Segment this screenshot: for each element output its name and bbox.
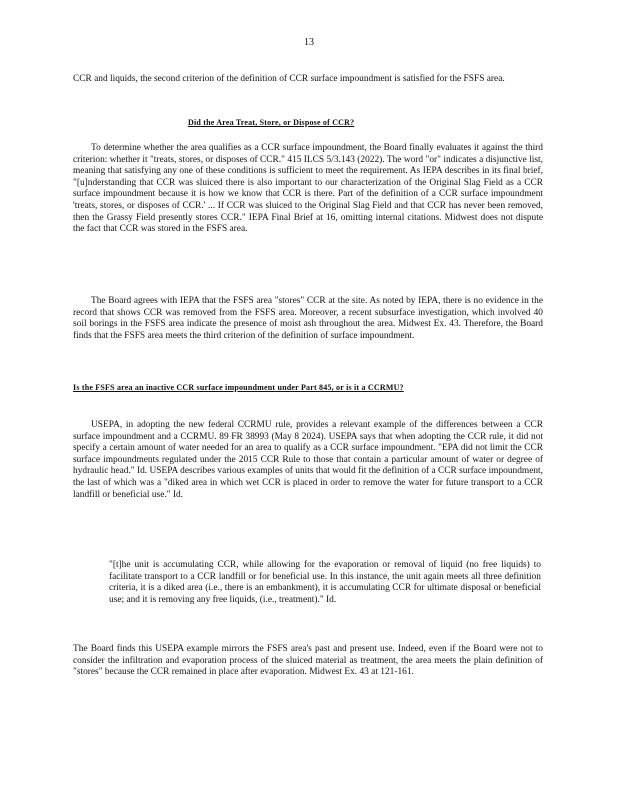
- paragraph-third-criterion: [73, 143, 543, 236]
- paragraph-board-finds-text: The Board finds this USEPA example mirrors the FSFS area's past and present use. Indeed, even if the Board were not to consider the infiltration and evaporation process of the sluiced material as treatment, the area meets the plain definition of "stores" because the CCR remained in place after evaporation. Midwest Ex. 43 at 121-161.: [73, 644, 543, 678]
- paragraph-board-agrees: [73, 296, 543, 342]
- paragraph-usepa-example-text: USEPA, in adopting the new federal CCRMU rule, provides a relevant example of the differences between a CCR surface impoundment and a CCRMU. 89 FR 38993 (May 8 2024). USEPA says that when adopting the CCR rule, it did not specify a certain amount of water needed for an area to qualify as a CCR surface impoundment. "EPA did not limit the CCR surface impoundments regulated under the 2015 CCR Rule to those that contain a particular amount of water or degree of hydraulic head." Id. USEPA describes various examples of units that would fit the definition of a CCR surface impoundment, the last of which was a "diked area in which wet CCR is placed in order to remove the water for future transport to a CCR landfill or beneficial use." Id.: [73, 420, 543, 500]
- paragraph-third-criterion-text: To determine whether the area qualifies as a CCR surface impoundment, the Board finally evaluates it against the third criterion: whether it "treats, stores, or disposes of CCR." 415 ILCS 5/3.143 (2022). The word "or" indicates a disjunctive list, meaning that satisfying any one of these conditions is sufficient to meet the requirement. As IEPA describes in its final brief, "[u]nderstanding that CCR was sluiced there is also important to our characterization of the Original Slag Field as a CCR surface impoundment because it is how we know that CCR is there. Part of the definition of a CCR surface impoundment 'treats, stores, or disposes of CCR.' ... If CCR was sluiced to the Original Slag Field and that CCR has never been removed, then the Grassy Field presently stores CCR." IEPA Final Brief at 16, omitting internal citations. Midwest does not dispute the fact that CCR was stored in the FSFS area.: [73, 143, 543, 235]
- paragraph-board-agrees-text: The Board agrees with IEPA that the FSFS area "stores" CCR at the site. As noted by IEPA, there is no evidence in the record that shows CCR was removed from the FSFS area. Moreover, a recent subsurface investigation, which involved 40 soil borings in the FSFS area indicate the presence of moist ash throughout the area. Midwest Ex. 43. Therefore, the Board finds that the FSFS area meets the third criterion of the definition of surface impoundment.: [73, 296, 543, 341]
- block-quote: [109, 560, 541, 606]
- block-quote-text: "[t]he unit is accumulating CCR, while allowing for the evaporation or removal of liquid (no free liquids) to facilitate transport to a CCR landfill or for beneficial use. In this instance, the unit again meets all three definition criteria, it is a diked area (i.e., there is an embankment), it is accumulating CCR for ultimate disposal or beneficial use; and it is removing any free liquids, (i.e., treatment)." Id.: [109, 560, 541, 605]
- heading-treat-store-dispose: Did the Area Treat, Store, or Dispose of CCR?: [188, 118, 355, 127]
- page-number: 13: [304, 37, 314, 48]
- paragraph-intro: [73, 74, 543, 86]
- paragraph-board-finds: [73, 644, 543, 679]
- paragraph-intro-text: CCR and liquids, the second criterion of the definition of CCR surface impoundment is satisfied for the FSFS area.: [73, 74, 505, 84]
- paragraph-usepa-example: [73, 420, 543, 501]
- heading-inactive-impoundment: Is the FSFS area an inactive CCR surface impoundment under Part 845, or is it a CCRMU?: [73, 383, 404, 392]
